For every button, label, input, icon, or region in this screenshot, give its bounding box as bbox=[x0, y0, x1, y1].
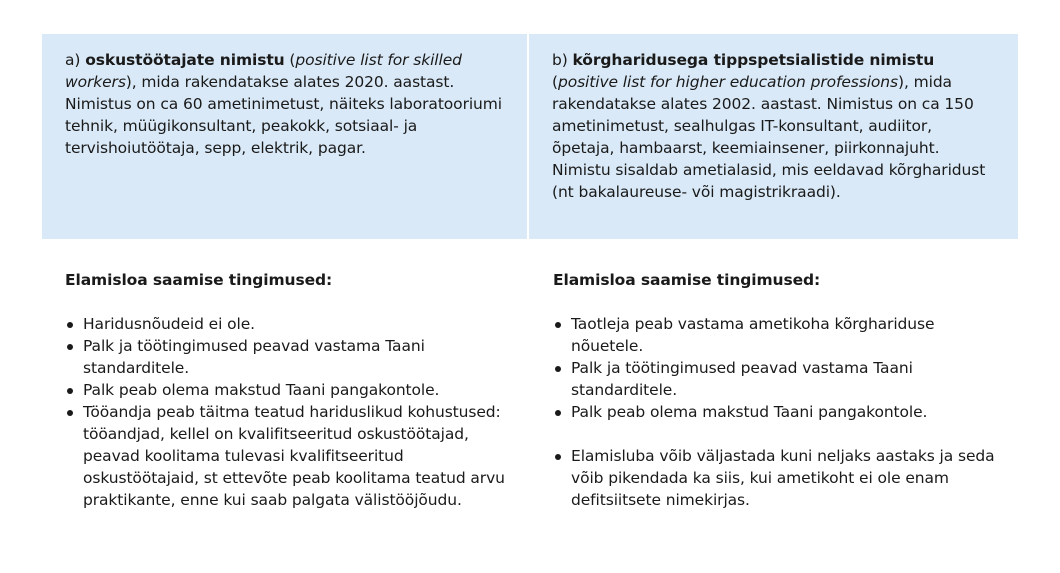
english-list-name: positive list for skilled workers bbox=[65, 51, 462, 91]
list-item: Palk ja töötingimused peavad vastama Taani standarditele. bbox=[65, 335, 507, 379]
list-description-text: ), mida rakendatakse alates 2020. aastast. Nimistus on ca 60 ametinimetust, näiteks laboratooriumi tehnik, müügikonsultant, peakokk, sotsiaal- ja tervishoiutöötaja, sepp, elektrik, pagar. bbox=[65, 73, 502, 157]
skilled-workers-list-description bbox=[42, 34, 529, 239]
paren-open: ( bbox=[552, 73, 558, 91]
conditions-list bbox=[65, 313, 507, 511]
comparison-table bbox=[42, 34, 1018, 511]
skilled-workers-conditions bbox=[42, 239, 529, 511]
higher-education-conditions bbox=[529, 239, 1018, 511]
list-item: Haridusnõudeid ei ole. bbox=[65, 313, 507, 335]
extra-note-list bbox=[553, 445, 996, 511]
list-item: Tööandja peab täitma teatud hariduslikud kohustused: tööandjad, kellel on kvalifitseeritud oskustöötajad, peavad koolitama tulevasi kvalifitseeritud oskustöötajaid, st ettevõte peab koolitama teatud arvu praktikante, enne kui saab palgata välistööjõudu. bbox=[65, 401, 507, 511]
list-title: oskustöötajate nimistu bbox=[85, 51, 285, 69]
list-description-text: ), mida rakendatakse alates 2002. aastast. Nimistus on ca 150 ametinimetust, sealhulgas IT-konsultant, audiitor, õpetaja, hambaarst, keemiainsener, piirkonnajuht. Nimistu sisaldab ametialasid, mis eeldavad kõrgharidust (nt bakalaureuse- või magistrikraadi). bbox=[552, 73, 986, 201]
list-prefix: b) bbox=[552, 51, 573, 69]
higher-education-list-description bbox=[529, 34, 1018, 239]
list-title: kõrgharidusega tippspetsialistide nimistu bbox=[572, 51, 935, 69]
list-item: Palk ja töötingimused peavad vastama Taani standarditele. bbox=[553, 357, 996, 401]
list-prefix: a) bbox=[65, 51, 86, 69]
list-item: Taotleja peab vastama ametikoha kõrghariduse nõuetele. bbox=[553, 313, 996, 357]
conditions-list bbox=[553, 313, 996, 423]
list-item-extra-note: Elamisluba võib väljastada kuni neljaks aastaks ja seda võib pikendada ka siis, kui ametikoht ei ole enam defitsiitsete nimekirjas. bbox=[553, 445, 996, 511]
paren-open: ( bbox=[284, 51, 296, 69]
list-item: Palk peab olema makstud Taani pangakontole. bbox=[65, 379, 507, 401]
conditions-heading: Elamisloa saamise tingimused: bbox=[553, 271, 821, 289]
list-item: Palk peab olema makstud Taani pangakontole. bbox=[553, 401, 996, 423]
conditions-heading: Elamisloa saamise tingimused: bbox=[65, 271, 333, 289]
english-list-name: positive list for higher education professions bbox=[557, 73, 899, 91]
